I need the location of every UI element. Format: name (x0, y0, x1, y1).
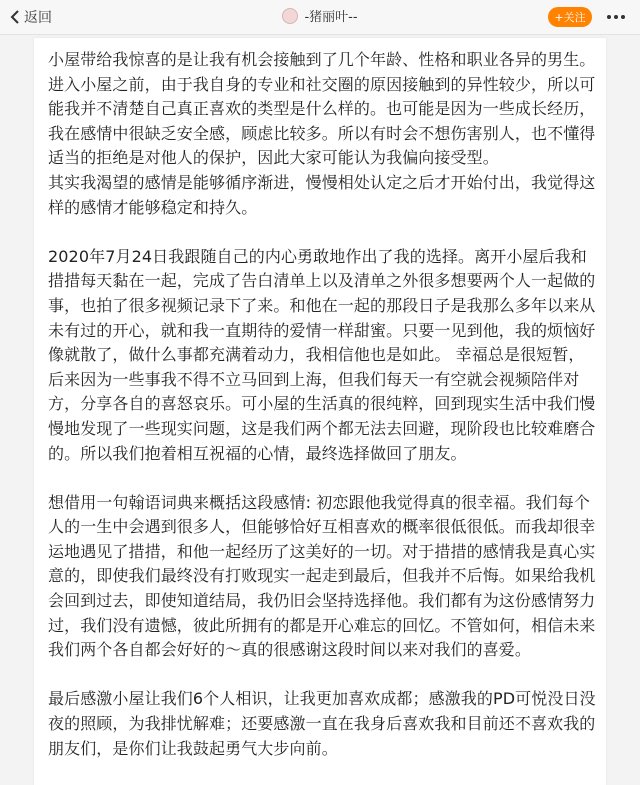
paragraph-5: 最后感激小屋让我们6个人相识，让我更加喜欢成都；感激我的PD可悦没日没夜的照顾，为我排忧解难；还要感激一直在我身后喜欢我和目前还不喜欢我的朋友们，是你们让我鼓起勇气大步向前。 (48, 689, 596, 758)
paragraph-2: 其实我渴望的感情是能够循序渐进，慢慢相处认定之后才开始付出，我觉得这样的感情才能够稳定和持久。 (48, 172, 596, 217)
avatar[interactable] (282, 8, 298, 24)
title-text: -猪丽叶-- (304, 10, 358, 25)
back-label: 返回 (24, 10, 52, 26)
paragraph-3: 2020年7月24日我跟随自己的内心勇敢地作出了我的选择。离开小屋后我和措措每天黏在一起，完成了告白清单上以及清单之外很多想要两个人一起做的事，也拍了很多视频记录下了来。和他在一起的那段日子是我那么多年以来从未有过的开心，就和我一直期待的爱情一样甜蜜。只要一见到他，我的烦恼好像就散了，做什么事都充满着动力，我相信他也是如此。 幸福总是很短暂，后来因为一些事我不得不立马回到上海，但我们每天一有空就会视频陪伴对方，分享各自的喜怒哀乐。可小屋的生活真的很纯粹，回到现实生活中我们慢慢地发现了一些现实问题，这是我们两个都无法去回避，现阶段也比较难磨合的。所以我们抱着相互祝福的心情，最终选择做回了朋友。 (48, 246, 596, 463)
article-card (34, 38, 606, 785)
paragraph-1: 小屋带给我惊喜的是让我有机会接触到了几个年龄、性格和职业各异的男生。进入小屋之前，由于我自身的专业和社交圈的原因接触到的异性较少，所以可能我并不清楚自己真正喜欢的类型是什么样的。也可能是因为一些成长经历，我在感情中很缺乏安全感，顾虑比较多。所以有时会不想伤害别人，也不懂得适当的拒绝是对他人的保护，因此大家可能认为我偏向接受型。 (48, 50, 596, 168)
follow-button[interactable]: +关注 (548, 7, 592, 27)
more-options-icon[interactable] (604, 5, 628, 29)
top-navigation-bar (0, 0, 640, 35)
paragraph-4: 想借用一句翰语词典来概括这段感情: 初恋跟他我觉得真的很幸福。我们每个人的一生中会遇到很多人，但能够恰好互相喜欢的概率很低很低。而我却很幸运地遇见了措措，和他一起经历了这美好的一切。对于措措的感情我是真心实意的，即使我们最终没有打败现实一起走到最后，但我并不后悔。如果给我机会回到过去，即使知道结局，我仍旧会坚持选择他。我们都有为这份感情努力过，我们没有遗憾，彼此所拥有的都是开心难忘的回忆。不管如何，相信未来我们两个各自都会好好的～真的很感谢这段时间以来对我们的喜爱。 (48, 492, 596, 660)
page-title (0, 6, 640, 25)
article-text (48, 48, 596, 761)
